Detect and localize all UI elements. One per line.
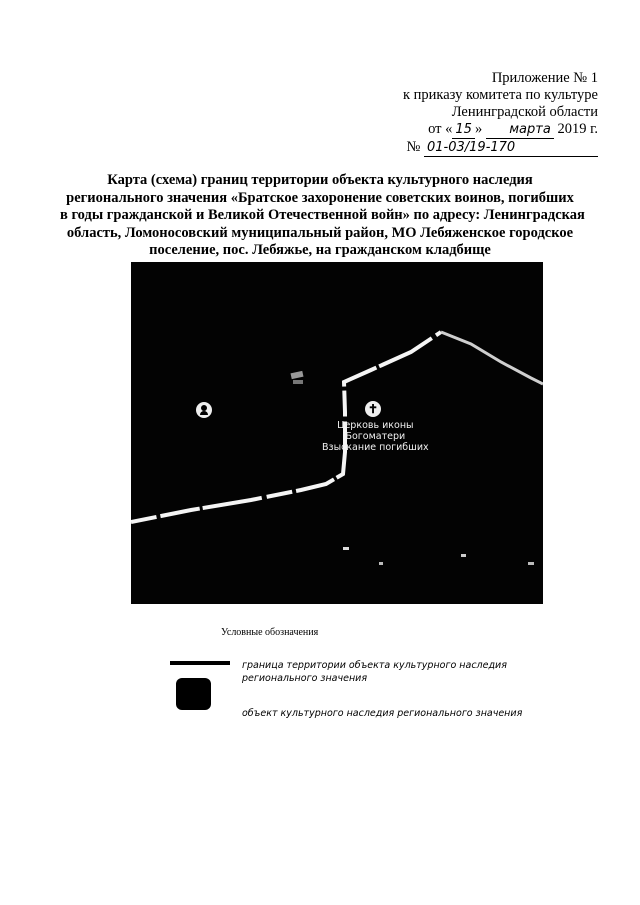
- date-year: 2019 г.: [557, 121, 598, 137]
- legend-boundary-symbol: [170, 661, 230, 665]
- building-shape: [293, 380, 303, 384]
- map-marker-dot: [461, 554, 466, 557]
- legend-object-label: объект культурного наследия регионального значения: [242, 708, 523, 719]
- cross-icon: ✝: [365, 401, 381, 417]
- order-number: 01-03/19-170: [427, 140, 516, 155]
- map-marker-dot: [343, 547, 349, 550]
- church-label: Церковь иконы Богоматери Взыскание погибших: [322, 420, 429, 453]
- person-icon: [196, 402, 212, 418]
- document-title: Карта (схема) границ территории объекта культурного наследия регионального значения «Братское захоронение советских воинов, погибших в годы гражданской и Великой Отечественной войн» по адресу: Ленинградская область, Ломоносовский муниципальный район, МО Лебяженское городское поселение, пос. Лебяжье, на гражданском кладбище: [60, 172, 585, 258]
- map-marker-dot: [528, 562, 534, 565]
- appendix-number: Приложение № 1: [491, 70, 598, 86]
- appendix-number-line: № 01-03/19-170: [403, 139, 598, 157]
- building-shape: [291, 371, 304, 379]
- appendix-header: [403, 70, 598, 157]
- appendix-order-ref: к приказу комитета по культуре: [402, 87, 598, 103]
- legend-title: Условные обозначения: [221, 627, 319, 638]
- map-marker-dot: [379, 562, 383, 565]
- boundary-line-east: [441, 332, 543, 384]
- legend-boundary-label: граница территории объекта культурного наследия регионального значения: [242, 660, 507, 684]
- appendix-region: Ленинградской области: [451, 104, 598, 120]
- legend-object-symbol: [176, 678, 211, 710]
- appendix-date: от « 15 » марта 2019 г.: [428, 121, 598, 137]
- date-month: марта: [486, 121, 554, 139]
- date-day: 15: [452, 121, 475, 139]
